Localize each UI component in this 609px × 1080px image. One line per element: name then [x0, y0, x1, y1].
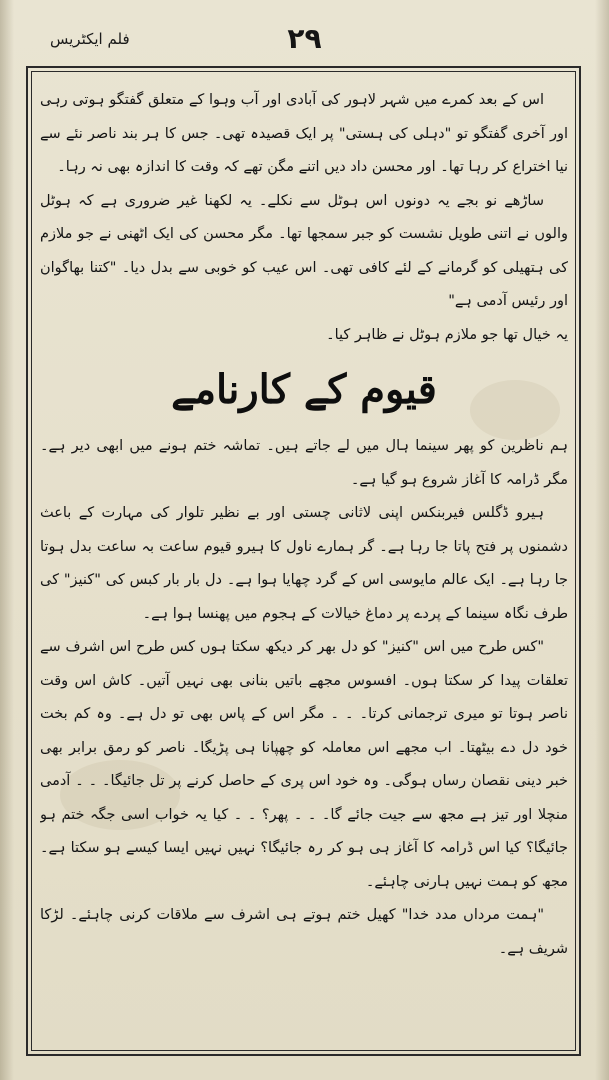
running-head: فلم ایکٹریس [50, 30, 130, 48]
page-header [40, 22, 569, 62]
paragraph: ہیرو ڈگلس فیربنکس اپنی لاثانی چستی اور بے نظیر تلوار کی مہارت کے باعث دشمنوں پر فتح پاتا جا رہا ہے۔ گر ہمارے ناول کا ہیرو قیوم ساعت بہ ساعت بدل ہوتا جا رہا ہے۔ ایک عالم مایوسی اس کے گرد چھایا ہوا ہے۔ دل بار بار کبس کی "کنیز" کی طرف نگاہ سینما کے پردے پر دماغ خیالات کے ہجوم میں پھنسا ہوا ہے۔ [40, 505, 568, 622]
page-shadow-right [595, 0, 609, 1080]
chapter-title: قیوم کے کارنامے [171, 366, 437, 413]
paragraph: یہ خیال تھا جو ملازم ہوٹل نے ظاہر کیا۔ [326, 326, 568, 343]
page-number: ۲۹ [287, 22, 322, 55]
paragraph: ہم ناظرین کو پھر سینما ہال میں لے جاتے ہیں۔ تماشہ ختم ہونے میں ابھی دیر ہے۔ مگر ڈرامہ کا آغاز شروع ہو گیا ہے۔ [40, 438, 568, 488]
paragraph: اس کے بعد کمرے میں شہر لاہور کی آبادی اور آب وہوا کے متعلق گفتگو ہوتی رہی اور آخری گفتگو تو "دہلی کی ہستی" پر ایک قصیدہ تھی۔ جس کا ہر بند ناصر نئے سے نیا اختراع کر رہا تھا۔ اور محسن داد دیں اتنے مگن تھے کہ وقت کا اندازہ بھی نہ رہا۔ [40, 92, 568, 175]
paragraph: "ہمت مرداں مدد خدا" کھیل ختم ہوتے ہی اشرف سے ملاقات کرنی چاہئے۔ لڑکا شریف ہے۔ [40, 907, 568, 957]
page-body [40, 84, 568, 1044]
page-shadow-left [0, 0, 14, 1080]
paragraph: "کس طرح میں اس "کنیز" کو دل بھر کر دیکھ سکتا ہوں کس طرح اس اشرف سے تعلقات پیدا کر سکتا ہوں۔ افسوس مجھے باتیں بنانی بھی نہیں آتیں۔ کاش اس وقت ناصر ہوتا تو میری ترجمانی کرتا۔ ۔ ۔ مگر اس کے پاس بھی تو دل ہے۔ وہ کم بخت خود دل دے بیٹھتا۔ اب مجھے اس معاملہ کو چھپانا ہی پڑیگا۔ ناصر کو رمق برابر بھی خبر دینی نقصان رساں ہوگی۔ وہ خود اس پری کے حاصل کرنے پر تل جائیگا۔ ۔ ۔ آدمی منچلا اور تیز ہے مجھ سے جیت جائے گا۔ ۔ ۔ پھر؟ ۔ ۔ کیا یہ خواب اسی جگہ ختم ہو جائیگا؟ کیا اس ڈرامہ کا آغاز ہی ہو کر رہ جائیگا؟ نہیں نہیں ایسا کیسے ہو سکتا ہے۔ مجھ کو ہمت نہیں ہارنی چاہئے۔ [40, 639, 568, 890]
paragraph: ساڑھے نو بجے یہ دونوں اس ہوٹل سے نکلے۔ یہ لکھنا غیر ضروری ہے کہ ہوٹل والوں نے اتنی طویل نشست کو جبر سمجھا تھا۔ مگر محسن کی ایک اٹھنی نے جو ملازم کی ہتھیلی کو گرمانے کے لئے کافی تھی۔ اس عیب کو خوبی سے بدل دیا۔ "کتنا بھاگوان اور رئیس آدمی ہے" [40, 192, 568, 309]
